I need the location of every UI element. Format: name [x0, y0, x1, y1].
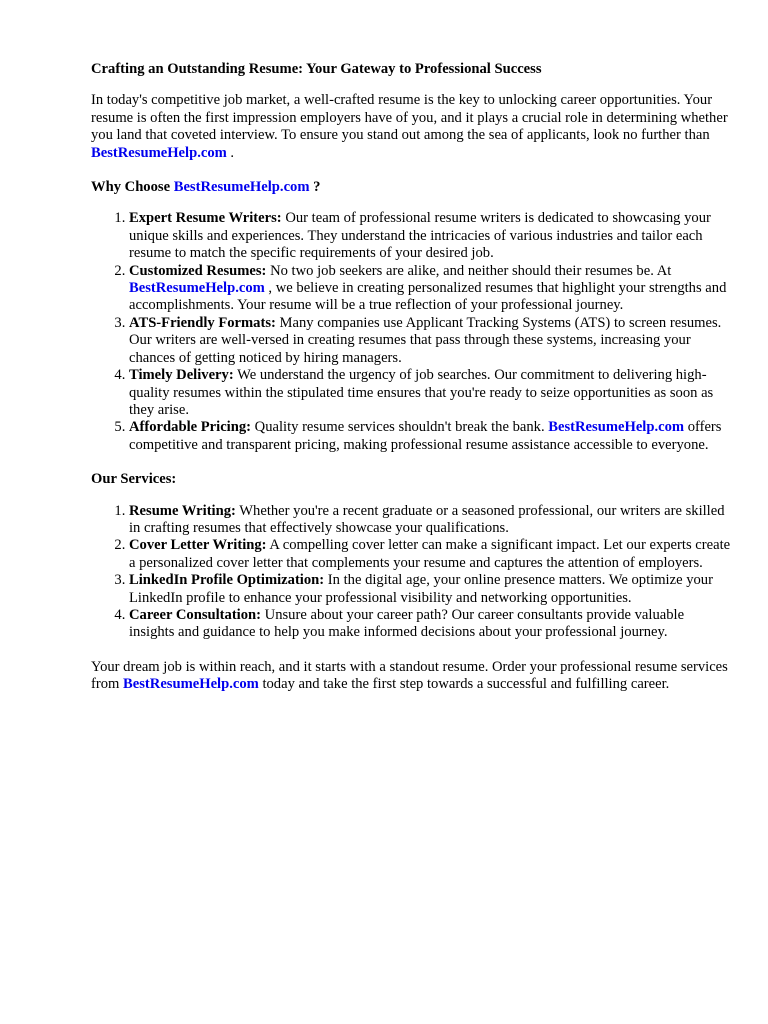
services-heading: Our Services:: [91, 471, 177, 488]
why-item-timely: [129, 367, 731, 419]
service-item-text: Unsure about your career path? Our career consultants provide valuable insights and guidance to help you make informed decisions about your professional journey.: [129, 606, 685, 641]
closing-paragraph: [91, 659, 731, 694]
why-heading: [91, 179, 731, 196]
why-item-customized: [129, 263, 731, 315]
why-heading-pre: Why Choose: [91, 179, 174, 196]
closing-text: Your dream job is within reach, and it starts with a standout resume. Order your professional resume services from: [91, 658, 728, 693]
document-body: [91, 61, 731, 711]
why-item-text: offers competitive and transparent pricing, making professional resume assistance accessible to everyone.: [129, 419, 722, 453]
document-title: Crafting an Outstanding Resume: Your Gateway to Professional Success: [91, 61, 542, 77]
service-item-term: Resume Writing:: [129, 502, 236, 519]
service-item-consultation: [129, 607, 731, 642]
why-item-link[interactable]: BestResumeHelp.com: [129, 280, 265, 297]
why-item-text: No two job seekers are alike, and neither should their resumes be. At: [266, 262, 672, 279]
closing-end: today and take the first step towards a successful and fulfilling career.: [258, 676, 670, 693]
why-item-text: We understand the urgency of job searches. Our commitment to delivering high-quality resumes within the stipulated time ensures that you're ready to seize opportunities as soon as they arise.: [129, 367, 714, 418]
why-item-text: , we believe in creating personalized resumes that highlight your strengths and accomplishments. Your resume will be a true reflection of your professional journey.: [129, 280, 727, 314]
why-item-pricing: [129, 419, 731, 454]
why-item-link[interactable]: BestResumeHelp.com: [548, 419, 685, 436]
service-item-term: Career Consultation:: [129, 606, 262, 623]
service-item-cover-letter: [129, 537, 731, 572]
service-item-text: A compelling cover letter can make a significant impact. Let our experts create a personalized cover letter that complements your resume and captures the attention of employers.: [129, 537, 731, 571]
why-list: [91, 210, 731, 454]
why-item-term: Affordable Pricing:: [129, 419, 251, 436]
why-item-term: ATS-Friendly Formats:: [129, 314, 276, 331]
why-heading-post: ?: [309, 179, 321, 196]
why-item-ats: [129, 315, 731, 367]
why-item-term: Customized Resumes:: [129, 262, 267, 279]
service-item-text: In the digital age, your online presence matters. We optimize your LinkedIn profile to enhance your professional visibility and networking opportunities.: [129, 572, 713, 606]
intro-text: In today's competitive job market, a well-crafted resume is the key to unlocking career opportunities. Your resume is often the first impression employers have of you, and it plays a crucial role in determining whether you land that coveted interview. To ensure you stand out among the sea of applicants, look no further than: [91, 92, 728, 144]
service-item-term: Cover Letter Writing:: [129, 537, 267, 554]
why-heading-link[interactable]: BestResumeHelp.com: [173, 179, 310, 196]
why-item-expert-writers: [129, 210, 731, 262]
intro-paragraph: [91, 92, 731, 162]
why-item-text: Our team of professional resume writers is dedicated to showcasing your unique skills and experiences. They understand the intricacies of various industries and tailor each resume to match the specific requirements of your desired job.: [129, 210, 711, 262]
service-item-term: LinkedIn Profile Optimization:: [129, 572, 325, 589]
service-item-text: Whether you're a recent graduate or a seasoned professional, our writers are skilled in crafting resumes that effectively showcase your qualifications.: [129, 502, 725, 536]
service-item-linkedin: [129, 572, 731, 607]
why-item-text: Many companies use Applicant Tracking Systems (ATS) to screen resumes. Our writers are well-versed in creating resumes that pass through these systems, increasing your chances of getting noticed by hiring managers.: [129, 314, 722, 366]
intro-link[interactable]: BestResumeHelp.com: [91, 144, 227, 161]
why-item-term: Expert Resume Writers:: [129, 210, 282, 227]
services-list: [91, 503, 731, 642]
service-item-resume-writing: [129, 503, 731, 538]
why-item-text: Quality resume services shouldn't break the bank.: [251, 419, 549, 436]
closing-link[interactable]: BestResumeHelp.com: [123, 676, 259, 693]
why-item-term: Timely Delivery:: [129, 367, 234, 384]
intro-end: .: [226, 144, 235, 161]
